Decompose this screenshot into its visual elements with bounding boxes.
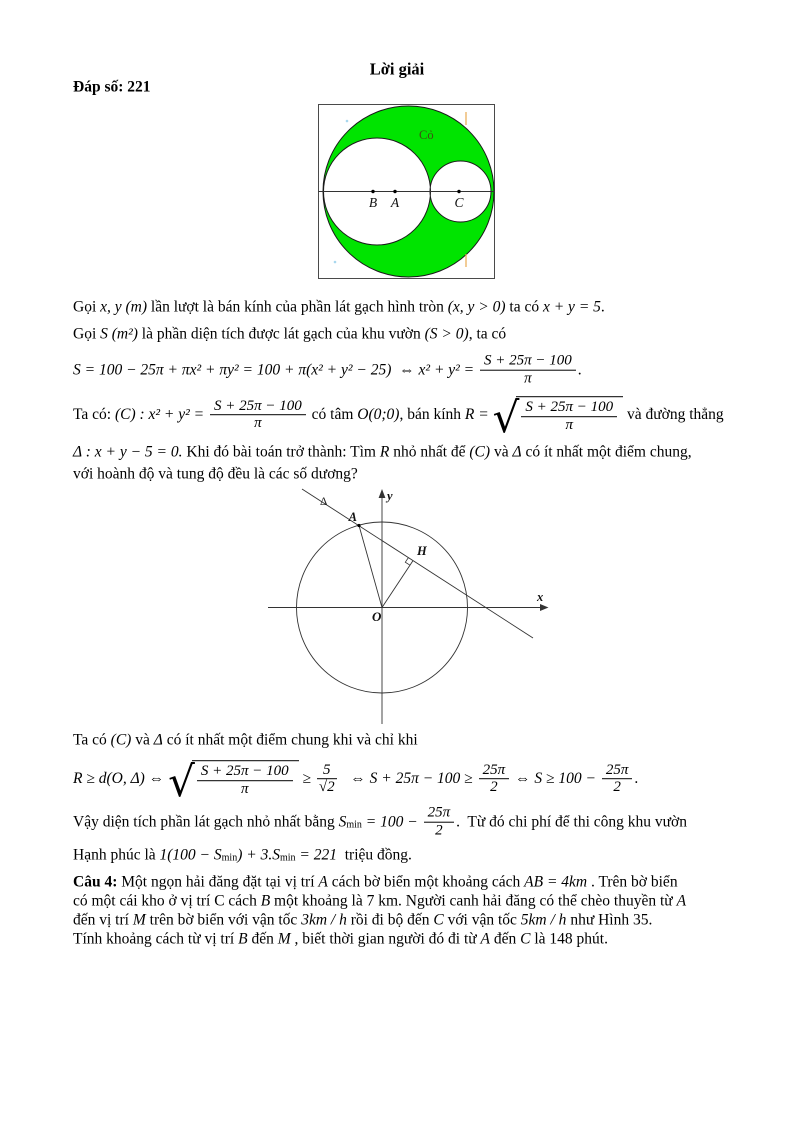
text-run: Gọi	[73, 325, 101, 343]
math-run: ≥	[298, 770, 315, 788]
math-run: M	[132, 910, 146, 928]
sqrt-content	[516, 396, 623, 434]
text-run: như Hình 35.	[566, 910, 653, 928]
fraction	[521, 399, 617, 434]
math-run: Δ : x + y − 5 = 0.	[73, 443, 183, 461]
solution-equation-1	[73, 353, 582, 388]
sqrt-expression: √ $\frac{S + 25\pi - 100}{\pi}$	[168, 760, 299, 798]
fraction-denominator: √2	[318, 779, 335, 796]
math-run: ) + 3.S	[237, 846, 280, 864]
solution-line-5	[73, 442, 692, 461]
math-run: (C) : x² + y² =	[114, 406, 208, 424]
title-text: Lời giải	[369, 59, 425, 79]
text-run: Vậy diện tích phần lát gạch nhỏ nhất bằng	[73, 813, 339, 831]
solution-line-9	[73, 805, 687, 840]
text-run: rồi đi bộ đến	[346, 910, 434, 928]
text-run: có ít nhất một điểm chung,	[521, 443, 692, 461]
text-run: . Từ đó chi phí để thi công khu vườn	[456, 813, 688, 831]
math-run: S	[338, 813, 347, 831]
math-run: C	[520, 929, 531, 947]
question4-line-1	[73, 872, 678, 891]
fraction-numerator: 25π	[479, 762, 510, 780]
question4-line-4	[73, 929, 608, 948]
fraction-numerator: S + 25π − 100	[480, 353, 576, 371]
fraction-numerator: S + 25π − 100	[521, 399, 617, 417]
fraction-numerator: 5	[317, 762, 337, 780]
fraction-numerator: S + 25π − 100	[197, 763, 293, 781]
fraction-denominator: π	[240, 781, 249, 797]
math-run: R =	[464, 406, 493, 424]
fraction	[210, 398, 306, 433]
grass-label: Cỏ	[419, 128, 434, 142]
answer-line	[73, 77, 151, 96]
y-axis-label: y	[387, 489, 393, 503]
fraction	[424, 805, 455, 840]
math-run: 5km / h	[520, 910, 567, 928]
coordinate-figure	[253, 484, 553, 726]
text-run: Khi đó bài toán trở thành: Tìm	[182, 443, 380, 461]
solution-line-1	[73, 297, 605, 316]
y-axis-arrow-icon	[379, 489, 386, 498]
math-run: B	[260, 891, 271, 909]
math-run: = 221	[295, 846, 337, 864]
text-run: đến	[247, 929, 278, 947]
solution-line-6	[73, 464, 358, 483]
text-run: là 148 phút.	[530, 929, 608, 947]
text-run: . Trên bờ biển	[587, 872, 678, 890]
math-run: S = 100 − 25π + πx² + πy² = 100 + π(x² + y² − 25) ⇔ x² + y² =	[73, 361, 479, 379]
math-run: (S > 0)	[424, 325, 469, 343]
text-run: , bán kính	[399, 406, 465, 424]
text-run: trên bờ biển với vận tốc	[145, 910, 302, 928]
sqrt-content	[192, 760, 299, 798]
subscript: min	[346, 819, 362, 831]
math-run: A	[318, 872, 328, 890]
point-dot-c	[457, 190, 460, 193]
point-dot-b	[371, 190, 374, 193]
text-run: triệu đồng.	[336, 846, 412, 864]
text-run: Một ngọn hải đăng đặt tại vị trí	[117, 872, 319, 890]
answer-text: Đáp số: 221	[73, 78, 151, 96]
math-run: M	[277, 929, 291, 947]
text-run: .	[634, 770, 639, 788]
text-run: đến	[490, 929, 521, 947]
fraction-denominator: 2	[435, 822, 443, 839]
subscript: min	[221, 852, 238, 864]
segment-oh	[382, 561, 413, 608]
point-label-h: H	[417, 544, 427, 558]
fraction-denominator: π	[524, 370, 532, 387]
math-run: Δ	[153, 731, 163, 749]
text-run: là phần diện tích được lát gạch của khu vườn	[137, 325, 425, 343]
text-run: Ta có	[73, 731, 111, 749]
text-run: với vận tốc	[443, 910, 521, 928]
math-run: A	[676, 891, 687, 909]
fraction-denominator: 2	[613, 779, 621, 796]
sqrt-expression: √ $\frac{S + 25\pi - 100}{\pi}$	[493, 396, 624, 434]
fraction	[479, 762, 510, 797]
text-run: .	[577, 361, 582, 379]
point-label-a: A	[348, 510, 357, 524]
math-run: C	[433, 910, 444, 928]
fraction-denominator: 2	[490, 779, 498, 796]
point-label-c: C	[454, 195, 464, 210]
text-run: Tính khoảng cách từ vị trí	[73, 929, 239, 947]
text-run: đến vị trí	[73, 910, 133, 928]
math-run: x + y = 5	[542, 298, 601, 316]
fraction-numerator: 25π	[424, 805, 455, 823]
segment-oa	[359, 526, 382, 608]
solution-equation-2	[73, 757, 639, 806]
math-run: x, y (m)	[100, 298, 148, 316]
fraction	[317, 762, 337, 797]
text-run: ta có	[505, 298, 543, 316]
fraction-numerator: 25π	[602, 762, 633, 780]
text-run: có một cái kho ở vị trí C cách	[73, 891, 261, 909]
question4-line-2	[73, 891, 686, 910]
math-run: ⇔ S + 25π − 100 ≥	[338, 770, 477, 788]
fraction	[197, 763, 293, 798]
x-axis-arrow-icon	[540, 604, 549, 611]
artifact-dot-bottom	[334, 261, 337, 264]
math-run: O(0;0)	[357, 406, 400, 424]
text-run: có tâm	[307, 406, 358, 424]
fraction-numerator: S + 25π − 100	[210, 398, 306, 416]
artifact-dot-top	[346, 120, 349, 123]
text-run: Hạnh phúc là	[73, 846, 160, 864]
math-run: (x, y > 0)	[447, 298, 506, 316]
question4-line-3	[73, 910, 652, 929]
text-run: nhỏ nhất để	[389, 443, 470, 461]
fraction-denominator: π	[565, 417, 573, 433]
text-run: , biết thời gian người đó đi từ	[290, 929, 481, 947]
math-run: ⇔ S ≥ 100 −	[511, 770, 600, 788]
math-run: Δ	[512, 443, 522, 461]
delta-label: Δ	[320, 496, 328, 508]
solution-line-7	[73, 730, 418, 749]
solution-line-10	[73, 845, 412, 864]
math-run: B	[238, 929, 248, 947]
point-dot-a	[393, 190, 396, 193]
point-label-b: B	[368, 195, 378, 210]
math-run: = 100 −	[361, 813, 422, 831]
math-run: 3km / h	[301, 910, 347, 928]
text-run: cách bờ biển một khoảng cách	[327, 872, 525, 890]
text-run: Ta có:	[73, 406, 115, 424]
origin-label: O	[372, 609, 382, 624]
math-run: (C)	[469, 443, 491, 461]
fraction	[602, 762, 633, 797]
delta-line	[302, 489, 533, 638]
fraction-denominator: π	[254, 415, 262, 432]
text-run: và	[131, 731, 154, 749]
text-run: với hoành độ và tung độ đều là các số dương?	[73, 465, 358, 483]
text-run: có ít nhất một điểm chung khi và chỉ khi	[162, 731, 418, 749]
math-run: A	[480, 929, 490, 947]
math-run: 1(100 − S	[159, 846, 222, 864]
math-run: (C)	[110, 731, 132, 749]
text-run: và	[490, 443, 513, 461]
x-axis-label: x	[537, 590, 544, 604]
text-run: .	[600, 298, 605, 316]
solution-line-4	[73, 393, 724, 442]
math-run: AB = 4km	[524, 872, 588, 890]
text-run: lần lượt là bán kính của phần lát gạch hình tròn	[147, 298, 448, 316]
math-run: S (m²)	[100, 325, 138, 343]
solution-line-2	[73, 324, 506, 343]
point-dot-a	[357, 524, 360, 527]
garden-figure	[318, 104, 495, 279]
fraction	[480, 353, 576, 388]
text-run: một khoảng là 7 km. Người canh hải đăng có thể chèo thuyền từ	[270, 891, 677, 909]
subscript: min	[279, 852, 296, 864]
point-label-a: A	[390, 195, 400, 210]
math-run: R	[379, 443, 390, 461]
text-run: và đường thẳng	[623, 406, 724, 424]
text-run: , ta có	[468, 325, 507, 343]
text-run: Gọi	[73, 298, 101, 316]
math-run: R ≥ d(O, Δ) ⇔	[73, 770, 169, 788]
question4-label: Câu 4:	[73, 872, 118, 890]
